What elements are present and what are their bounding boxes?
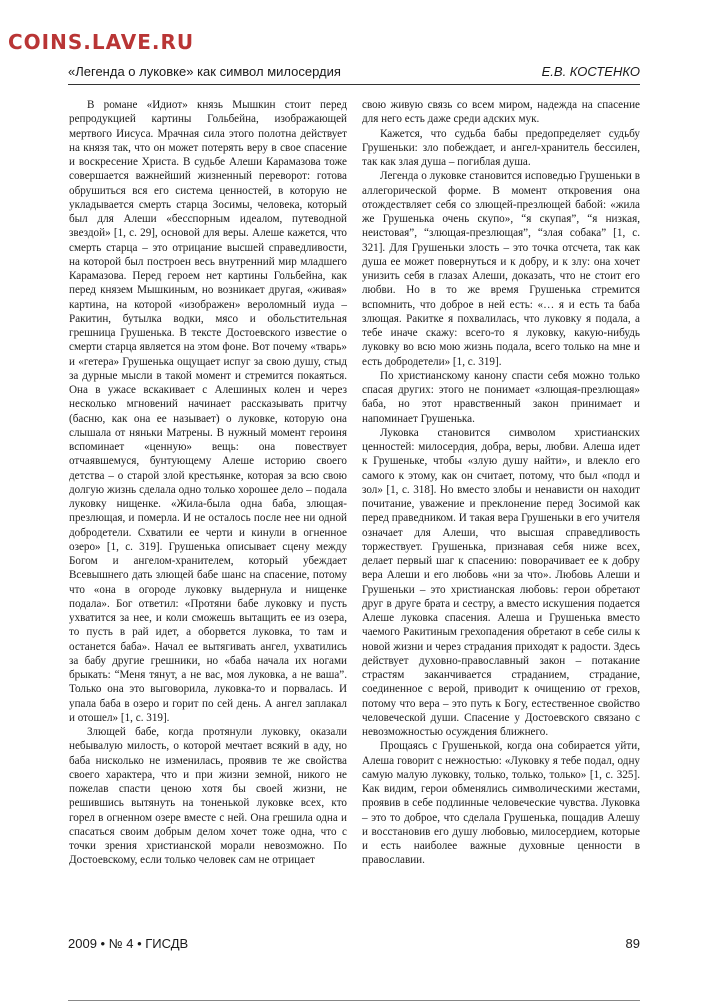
header-divider <box>68 84 640 85</box>
paragraph: Луковка становится символом христианских ценностей: милосердия, добра, веры, любви. Алеша идет к Грушеньке, чтобы «злую душу найти», и влекло его самого к этому, как он считает, потому, что был «подл и зол» [1, с. 318]. Но вместо злобы и ненависти он находит почитание, уважение и преклонение перед Зосимой как перед праведником. И такая вера Грушеньки в его учителя означает для Алеши, что высшая справедливость торжествует. Грушенька, признавая себя ниже всех, делает первый шаг к спасению: поворачивает ее к добру вера Алеши и его любовь «ни за что». Любовь Алеши и Грушеньки – это христианская любовь: герои обретают друг в друге брата и сестру, а вместо искушения подается Алеше луковка спасения. Алеша и Грушенька вместо чаемого Ракитиным грехопадения обретают в себе силы к новой жизни и через страдания приходят к радости. Здесь действует духовно-православный закон – потакание страстям заканчивается страданием, страдание, соединенное с верой, приводит к очищению от грехов, потому что вера – это путь к Богу, естественное свойство человеческой души. Спасение у Достоевского связано с невозможностью осуждения ближнего. <box>362 426 640 738</box>
page-number: 89 <box>625 936 640 951</box>
footer-divider <box>68 1000 640 1001</box>
page-footer <box>68 936 640 951</box>
journal-issue: 2009 • № 4 • ГИСДВ <box>68 936 189 951</box>
right-column <box>362 98 640 868</box>
article-author: Е.В. КОСТЕНКО <box>541 64 640 79</box>
running-header <box>68 64 640 79</box>
paragraph: Прощаясь с Грушенькой, когда она собирается уйти, Алеша говорит с нежностью: «Луковку я тебе подал, одну самую малую луковку, только, только, только» [1, с. 325]. Как видим, герои обменялись символическими жестами, проявив в себе подлинные человеческие чувства. Луковка – это то доброе, что сделала Грушенька, пощадив Алешу и восстановив его душу любовью, милосердием, которые и есть наиболее важные духовные ценности в православии. <box>362 740 640 867</box>
paragraph: В романе «Идиот» князь Мышкин стоит перед репродукцией картины Гольбейна, изображающей мертвого Иисуса. Мрачная сила этого полотна действует на князя так, что он может потерять веру в свое спасение и воскресение Христа. В судьбе Алеши Карамазова тоже совершается важнейший жизненный переворот: готова обрушиться вся его система ценностей, в которую не укладывается смерть старца Зосимы, человека, который был для Алеши «бесспорным идеалом, путеводной звездой» [1, с. 29], основой для веры. Алеше кажется, что смерть старца – это отрицание высшей справедливости, на которой был построен весь внутренний мир младшего Карамазова. Перед героем нет картины Гольбейна, как перед князем Мышкиным, но возникает другая, «живая» картина, на которой «изображен» вероломный иуда – Ракитин, бутылка водки, мясо и обольстительная грешница Грушенька. В тексте Достоевского известие о смерти старца является на этом фоне. Вот почему «тварь» и «гетера» Грушенька ощущает испуг за свою душу, стыд за дурные мысли в такой момент и стремится покаяться. Она в ужасе вскакивает с Алешиных колен и через несколько мгновений начинает рассказывать притчу (басню, как она ее называет) о луковке, которую она слышала от няньки Матрены. В нужный момент героиня вспоминает «ценную» вещь: она повествует отчаявшемуся, бунтующему Алеше историю своего детства – о старой злой крестьянке, которая за всю свою долгую жизнь сделала одно только хорошее дело – подала луковку нищенке. «Жила-была одна баба, злющая-презлющая, и померла. И не осталось после нее ни одной добродетели. Схватили ее черти и кинули в огненное озеро» [1, с. 319]. Грушенька описывает сцену между Богом и ангелом-хранителем, который убеждает Всевышнего дать злющей бабе шанс на спасение, потому что «она в огороде луковку выдернула и нищенке подала». Бог ответил: «Протяни бабе луковку и пусть ухватится за нее, и коли сможешь вытащить ее из озера, то пусть в рай идет, а оборвется луковка, то там и останется баба». Начал ее вытягивать ангел, ухватились за бабу другие грешники, но «баба начала их ногами брыкать: “Меня тянут, а не вас, моя луковка, а не ваша”. Только она это выговорила, луковка-то и порвалась. И упала баба в озеро и горит по сей день. А ангел заплакал и отошел» [1, с. 319]. <box>69 99 347 724</box>
paragraph: Злющей бабе, когда протянули луковку, оказали небывалую милость, о которой мечтает всякий в аду, но баба нисколько не изменилась, проявив те же свойства своего характера, что и при жизни земной, никого не пожелав спасти ценою хотя бы своей жизни, не решившись вытянуть на тоненькой луковке всех, кто горел в огненном озере вместе с ней. Она грешила одна и спасаться своим добрым делом хочет тоже одна, что с точки зрения христианской морали невозможно. По Достоевскому, если только человек сам не отрицает <box>69 726 347 867</box>
paragraph: По христианскому канону спасти себя можно только спасая других: этого не понимает «злющая-презлющая» баба, но этот нравственный закон принимает и напоминает Грушенька. <box>362 369 640 425</box>
left-column <box>69 98 347 868</box>
article-title: «Легенда о луковке» как символ милосердия <box>68 64 341 79</box>
paragraph: свою живую связь со всем миром, надежда на спасение для него есть даже среди адских мук. <box>362 99 640 126</box>
paragraph: Кажется, что судьба бабы предопределяет судьбу Грушеньки: зло побеждает, и ангел-хранитель бессилен, так как злая душа – погиблая душа. <box>362 127 640 168</box>
watermark-logo: COINS.LAVE.RU <box>8 30 195 54</box>
paragraph: Легенда о луковке становится исповедью Грушеньки в аллегорической форме. В момент откровения она отождествляет себя со злющей-презлющей бабой: «жила же Грушенька очень скупо», “я скупая”, “я низкая, неистовая”, “злющая-презлющая”, “злая собака” [1, с. 321]. Для Грушеньки злость – это точка отсчета, так как душа ее может повернуться и к добру, и к злу: она хочет унизить себя в глазах Алеши, доказать, что не стоит его любви. Но в то же время Грушенька стремится вспомнить, что доброе в ней есть: «… я и есть та баба злющая. Ракитке я похвалилась, что луковку я подала, а тебе иначе скажу: всего-то я луковку, какую-нибудь луковку во всю мою жизнь подала, всего только на мне и есть добродетели» [1, с. 319]. <box>362 170 640 368</box>
